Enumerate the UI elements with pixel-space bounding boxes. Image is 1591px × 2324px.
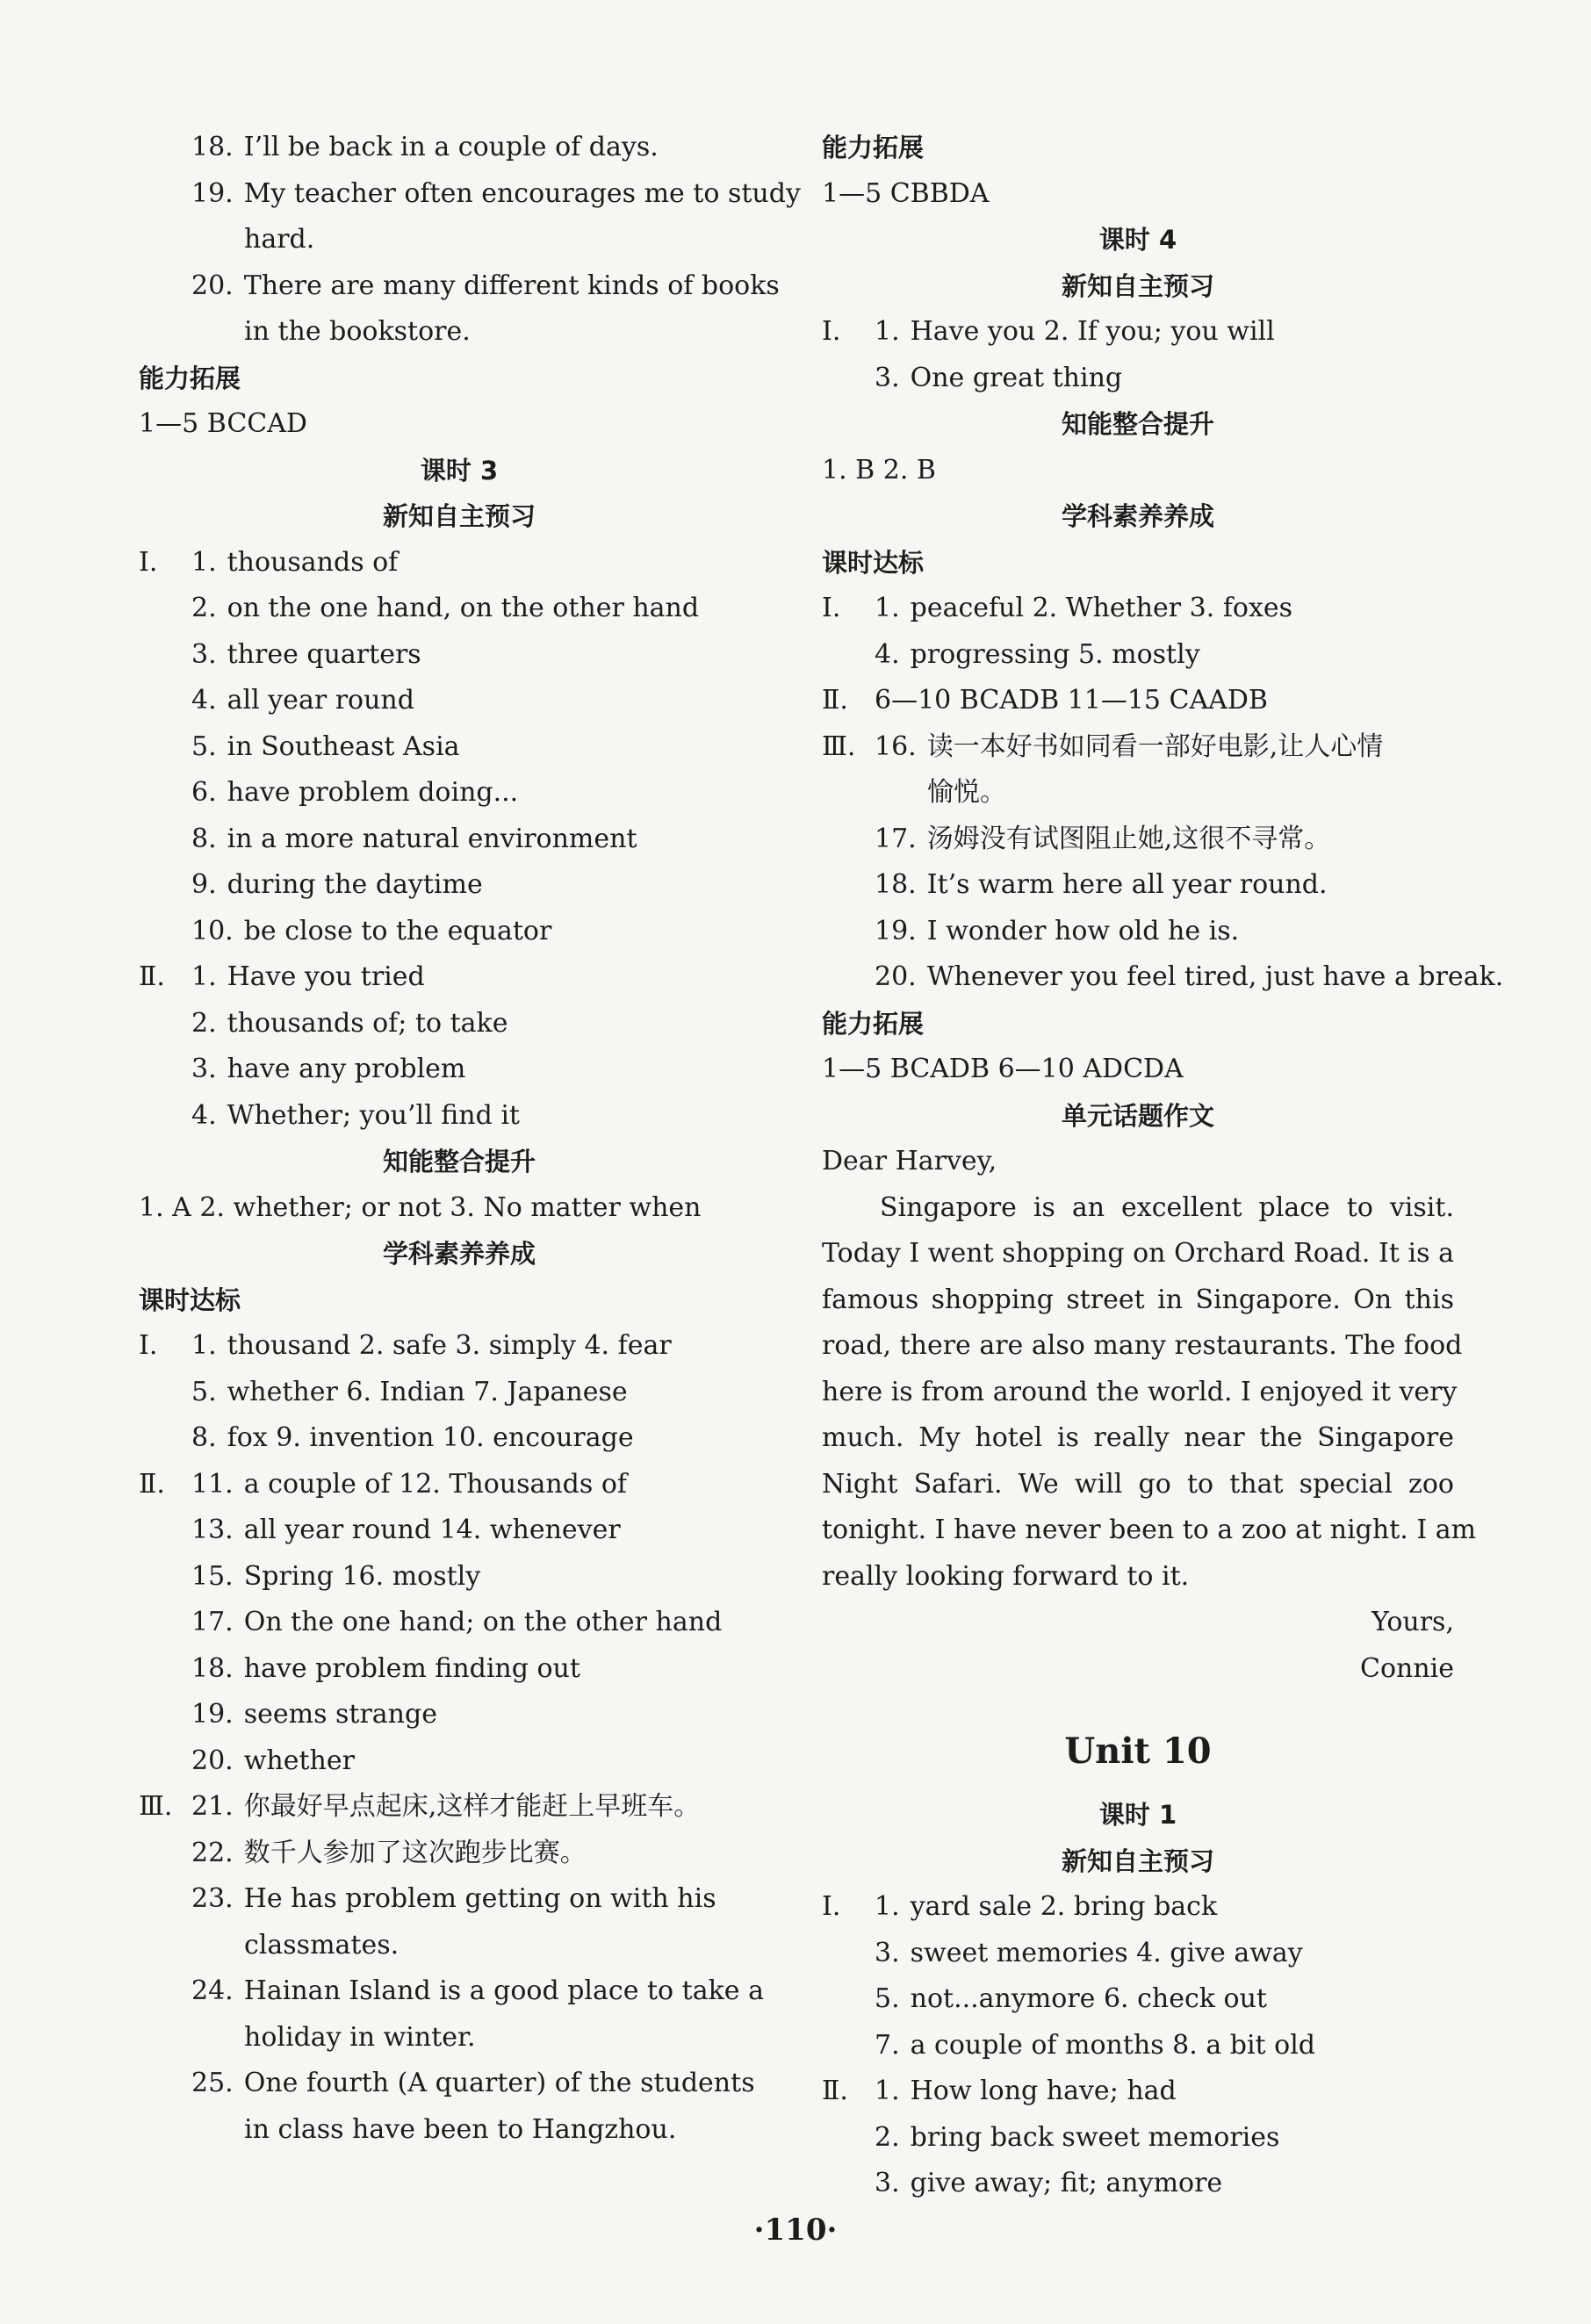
item-number: 3.	[875, 1937, 900, 1968]
item-text: There are many different kinds of books	[243, 270, 780, 301]
item-text: My teacher often encourages me to study	[243, 177, 801, 209]
answer-line: Dear Harvey,	[822, 1146, 997, 1176]
item-text: whether	[243, 1745, 355, 1776]
item-number: 15.	[191, 1560, 234, 1592]
item-text: not...anymore 6. check out	[910, 1983, 1267, 2014]
item-text: all year round 14. whenever	[243, 1515, 621, 1545]
item-number: 3.	[875, 2168, 900, 2198]
essay-line: Singapore is an excellent place to visit.	[880, 1191, 1454, 1223]
item-text: I wonder how old he is.	[926, 915, 1240, 946]
item-number: 1.	[875, 316, 900, 347]
section-heading: 知能整合提升	[382, 1147, 536, 1176]
item-number: 10.	[191, 915, 234, 946]
item-text: all year round	[227, 685, 414, 716]
roman-numeral: Ⅱ.	[822, 2076, 848, 2106]
answer-item	[139, 540, 780, 586]
answer-item	[139, 1462, 780, 1508]
item-text: bring back sweet memories	[910, 2121, 1280, 2153]
item-number: 5.	[875, 1983, 900, 2014]
essay-line: Night Safari. We will go to that special zoo	[822, 1468, 1454, 1500]
item-text: whether 6. Indian 7. Japanese	[227, 1376, 628, 1407]
answer-item	[139, 1047, 780, 1093]
item-number: 1.	[875, 2076, 900, 2106]
item-number: 19.	[875, 915, 917, 946]
item-number: 3.	[875, 362, 900, 393]
item-number: 20.	[191, 1745, 234, 1776]
roman-numeral: Ⅱ.	[822, 685, 848, 716]
answer-item	[139, 909, 780, 955]
item-text: a couple of 12. Thousands of	[243, 1468, 627, 1500]
answer-item	[822, 817, 1454, 863]
item-text: Have you 2. If you; you will	[910, 316, 1275, 347]
roman-numeral: Ⅱ.	[139, 1468, 165, 1500]
answer-item	[139, 1001, 780, 1047]
answer-item	[139, 770, 780, 817]
answer-line: 1. B 2. B	[822, 454, 936, 486]
answer-item	[822, 2023, 1454, 2069]
item-text: thousands of	[227, 546, 399, 578]
item-text: 读一本好书如同看一部好电影,让人心情	[926, 730, 1384, 762]
answer-item	[139, 125, 780, 171]
item-text: 数千人参加了这次跑步比赛。	[243, 1837, 587, 1868]
item-number: 24.	[191, 1975, 234, 2006]
item-number: 5.	[191, 1376, 217, 1407]
item-number: 23.	[191, 1883, 234, 1914]
page-number: ·110·	[753, 2212, 838, 2248]
answer-item	[139, 862, 780, 909]
item-number: 6.	[191, 777, 217, 808]
answer-item	[822, 1931, 1454, 1977]
answer-continuation: in class have been to Hangzhou.	[244, 2113, 677, 2145]
item-text: One great thing	[910, 362, 1123, 393]
roman-numeral: Ⅲ.	[139, 1791, 173, 1822]
answer-item	[139, 1600, 780, 1646]
item-number: 2.	[875, 2121, 900, 2153]
answer-item	[139, 1370, 780, 1416]
item-number: 1.	[191, 961, 217, 992]
item-text: He has problem getting on with his	[243, 1883, 716, 1914]
roman-numeral: Ⅲ.	[822, 730, 856, 762]
answer-item	[822, 2115, 1454, 2162]
item-number: 3.	[191, 1054, 217, 1084]
item-text: thousand 2. safe 3. simply 4. fear	[227, 1330, 672, 1361]
answer-item	[139, 678, 780, 724]
item-text: peaceful 2. Whether 3. foxes	[910, 593, 1293, 623]
answer-item	[139, 954, 780, 1001]
answer-item	[822, 954, 1504, 1001]
essay-line: Today I went shopping on Orchard Road. It is a	[822, 1238, 1454, 1269]
answer-item	[139, 2061, 780, 2107]
item-text: 你最好早点起床,这样才能赶上早班车。	[243, 1791, 701, 1822]
item-text: on the one hand, on the other hand	[227, 593, 700, 623]
essay-line: tonight. I have never been to a zoo at night. I am	[822, 1515, 1477, 1545]
right-column	[822, 125, 1504, 2207]
essay-line: famous shopping street in Singapore. On this	[822, 1284, 1454, 1315]
roman-numeral: Ⅰ.	[822, 593, 841, 623]
answer-item	[139, 724, 780, 771]
answer-continuation: 愉悦。	[927, 777, 1006, 808]
item-number: 1.	[875, 1891, 900, 1922]
item-text: have any problem	[227, 1054, 466, 1084]
item-number: 1.	[191, 1330, 217, 1361]
answer-item	[822, 678, 1454, 724]
item-text: in a more natural environment	[227, 823, 637, 854]
item-number: 13.	[191, 1515, 234, 1545]
roman-numeral: Ⅰ.	[139, 1330, 158, 1361]
section-heading: 课时 4	[1098, 225, 1177, 255]
answer-item	[139, 1507, 780, 1554]
section-heading: 单元话题作文	[1061, 1100, 1214, 1131]
item-number: 4.	[875, 638, 900, 670]
item-text: have problem doing...	[227, 777, 519, 808]
essay-line: here is from around the world. I enjoyed it very	[822, 1376, 1458, 1407]
answer-item	[139, 1738, 780, 1785]
item-number: 8.	[191, 1422, 217, 1453]
item-number: 19.	[191, 177, 234, 209]
answer-item	[822, 909, 1454, 955]
answer-item	[822, 1884, 1454, 1931]
item-text: Whether; you’ll find it	[227, 1099, 520, 1131]
item-text: during the daytime	[227, 869, 483, 900]
answer-continuation: classmates.	[244, 1929, 400, 1961]
item-number: 16.	[875, 730, 917, 762]
item-number: 11.	[191, 1468, 234, 1500]
section-heading: 知能整合提升	[1061, 409, 1214, 439]
item-text: On the one hand; on the other hand	[243, 1607, 723, 1637]
section-heading: 新知自主预习	[382, 501, 536, 531]
roman-numeral: Ⅰ.	[822, 316, 841, 347]
left-column	[139, 125, 801, 2153]
item-number: 21.	[191, 1791, 234, 1822]
subsection-label: 能力拓展	[822, 1008, 925, 1039]
answer-line: 1—5 BCCAD	[139, 408, 307, 439]
section-heading: 课时 1	[1098, 1800, 1177, 1830]
answer-item	[822, 1976, 1454, 2023]
letter-signoff: Connie	[1359, 1652, 1454, 1684]
item-text: fox 9. invention 10. encourage	[227, 1422, 634, 1453]
answer-item	[139, 817, 780, 863]
answer-item	[822, 724, 1454, 771]
item-text: have problem finding out	[243, 1652, 580, 1684]
item-text: It’s warm here all year round.	[926, 869, 1328, 900]
item-text: 6—10 BCADB 11—15 CAADB	[875, 685, 1268, 716]
answer-item	[139, 1554, 780, 1601]
answer-item	[822, 632, 1454, 679]
item-text: progressing 5. mostly	[910, 638, 1200, 670]
item-text: yard sale 2. bring back	[910, 1891, 1218, 1922]
item-number: 19.	[191, 1699, 234, 1730]
subsection-label: 课时达标	[139, 1284, 241, 1315]
item-number: 4.	[191, 1099, 217, 1131]
answer-item	[139, 1323, 780, 1370]
answer-item	[822, 2161, 1454, 2207]
item-text: three quarters	[227, 638, 421, 670]
item-number: 4.	[191, 685, 217, 716]
item-number: 9.	[191, 869, 217, 900]
item-number: 22.	[191, 1837, 234, 1868]
item-number: 8.	[191, 823, 217, 854]
item-text: seems strange	[243, 1699, 437, 1730]
subsection-label: 能力拓展	[822, 133, 925, 162]
item-text: give away; fit; anymore	[910, 2168, 1223, 2198]
roman-numeral: Ⅰ.	[822, 1891, 841, 1922]
letter-signoff: Yours,	[1371, 1607, 1454, 1637]
subsection-label: 能力拓展	[139, 363, 241, 393]
answer-item	[139, 1093, 780, 1140]
item-number: 5.	[191, 730, 217, 762]
item-number: 25.	[191, 2068, 234, 2098]
answer-item	[139, 1831, 780, 1877]
answer-item	[822, 309, 1454, 356]
item-text: thousands of; to take	[227, 1007, 508, 1039]
answer-item	[139, 1968, 780, 2015]
answer-line: 1—5 CBBDA	[822, 177, 990, 209]
item-text: a couple of months 8. a bit old	[910, 2029, 1315, 2061]
item-text: be close to the equator	[243, 915, 552, 946]
item-number: 18.	[191, 132, 234, 162]
answer-line: 1. A 2. whether; or not 3. No matter when	[139, 1191, 702, 1223]
item-text: Have you tried	[227, 961, 425, 992]
answer-item	[139, 263, 780, 310]
section-heading: 新知自主预习	[1061, 270, 1214, 301]
item-number: 1.	[191, 546, 217, 578]
answer-item	[139, 1415, 780, 1462]
item-number: 18.	[875, 869, 917, 900]
item-number: 2.	[191, 593, 217, 623]
answer-item	[139, 1784, 780, 1831]
answer-item	[139, 586, 780, 632]
item-text: One fourth (A quarter) of the students	[243, 2068, 755, 2098]
subsection-label: 课时达标	[822, 547, 925, 578]
item-text: Whenever you feel tired, just have a break.	[926, 961, 1504, 992]
essay-line: road, there are also many restaurants. The food	[822, 1330, 1463, 1361]
section-heading: 课时 3	[420, 455, 499, 486]
answer-continuation: holiday in winter.	[244, 2021, 476, 2053]
unit-title: Unit 10	[1064, 1730, 1212, 1772]
roman-numeral: Ⅱ.	[139, 961, 165, 992]
roman-numeral: Ⅰ.	[139, 546, 158, 578]
answer-continuation: in the bookstore.	[244, 316, 471, 347]
item-number: 7.	[875, 2029, 900, 2061]
answer-line: 1—5 BCADB 6—10 ADCDA	[822, 1054, 1184, 1084]
item-number: 20.	[875, 961, 917, 992]
item-number: 17.	[191, 1607, 234, 1637]
item-number: 1.	[875, 593, 900, 623]
section-heading: 学科素养养成	[1061, 501, 1214, 531]
item-text: sweet memories 4. give away	[910, 1937, 1303, 1968]
essay-line: much. My hotel is really near the Singapore	[822, 1422, 1454, 1453]
answer-item	[139, 632, 780, 679]
section-heading: 学科素养养成	[382, 1239, 536, 1269]
item-text: How long have; had	[910, 2076, 1177, 2106]
answer-item	[139, 171, 801, 218]
item-text: in Southeast Asia	[227, 730, 460, 762]
item-text: Spring 16. mostly	[243, 1560, 481, 1592]
section-heading: 新知自主预习	[1061, 1846, 1214, 1876]
answer-item	[822, 586, 1454, 632]
item-number: 20.	[191, 270, 234, 301]
item-number: 2.	[191, 1007, 217, 1039]
essay-line: really looking forward to it.	[822, 1560, 1190, 1592]
answer-item	[822, 356, 1454, 402]
answer-item	[139, 1692, 780, 1738]
answer-item	[139, 1876, 780, 1923]
item-number: 18.	[191, 1652, 234, 1684]
answer-item	[139, 1646, 780, 1693]
item-number: 17.	[875, 823, 917, 854]
item-number: 3.	[191, 638, 217, 670]
item-text: Hainan Island is a good place to take a	[243, 1975, 764, 2006]
item-text: I’ll be back in a couple of days.	[243, 132, 659, 162]
item-text: 汤姆没有试图阻止她,这很不寻常。	[926, 823, 1331, 854]
answer-item	[822, 862, 1454, 909]
answer-item	[822, 2069, 1454, 2115]
answer-continuation: hard.	[244, 224, 315, 255]
